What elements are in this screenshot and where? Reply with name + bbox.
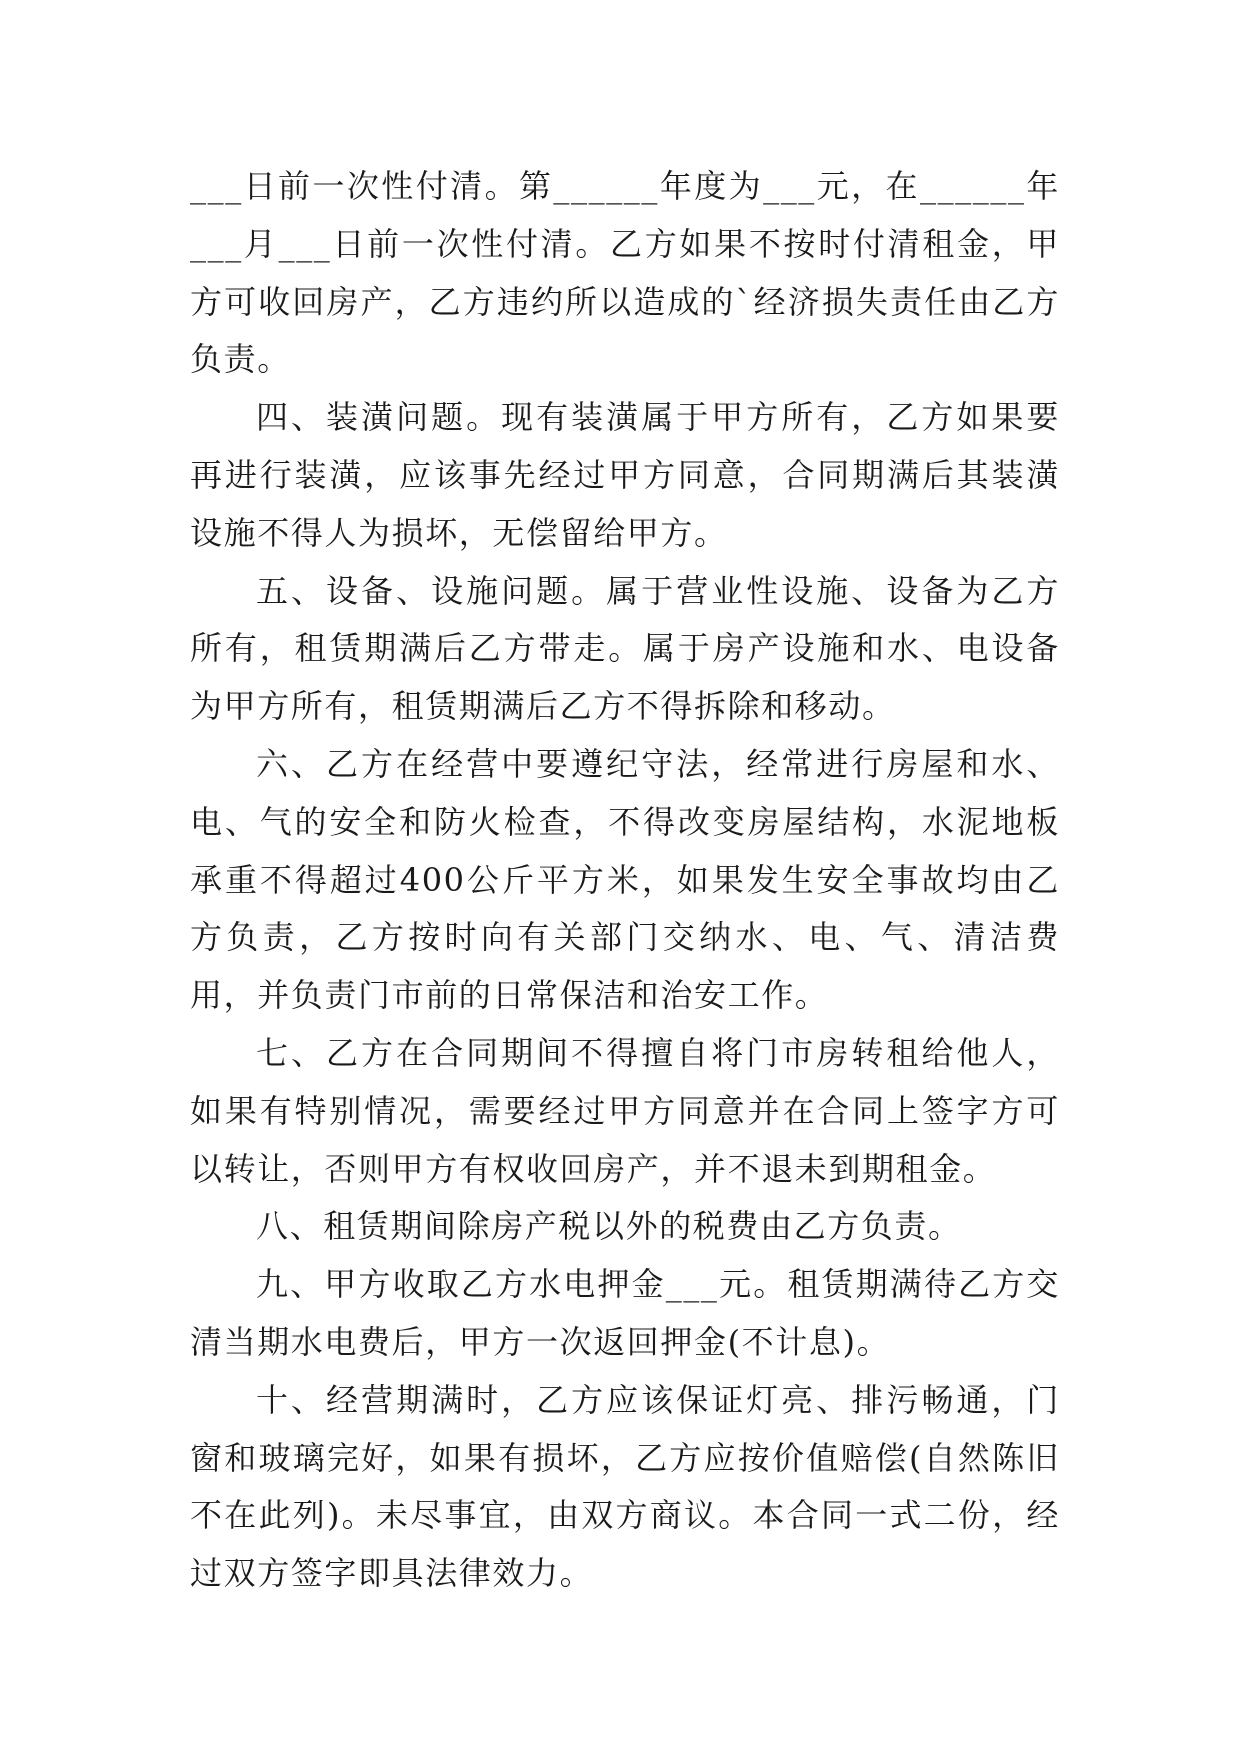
- paragraph-clause-4-decoration: 四、装潢问题。现有装潢属于甲方所有，乙方如果要再进行装潢，应该事先经过甲方同意，合同期满后其装潢设施不得人为损坏，无偿留给甲方。: [190, 398, 1060, 552]
- paragraph-clause-8-taxes: 八、租赁期间除房产税以外的税费由乙方负责。: [256, 1207, 962, 1246]
- paragraph-clause-10-expiry: 十、经营期满时，乙方应该保证灯亮、排污畅通，门窗和玻璃完好，如果有损坏，乙方应按价值赔偿(自然陈旧不在此列)。未尽事宜，由双方商议。本合同一式二份，经过双方签字即具法律效力。: [190, 1380, 1060, 1593]
- paragraph-clause-7-sublease: 七、乙方在合同期间不得擅自将门市房转租给他人，如果有特别情况，需要经过甲方同意并在合同上签字方可以转让，否则甲方有权收回房产，并不退未到期租金。: [190, 1033, 1060, 1188]
- paragraph-clause-9-deposit: 九、甲方收取乙方水电押金___元。租赁期满待乙方交清当期水电费后，甲方一次返回押金(不计息)。: [190, 1265, 1060, 1361]
- contract-text: [190, 158, 1060, 1603]
- paragraph-clause-5-equipment: 五、设备、设施问题。属于营业性设施、设备为乙方所有，租赁期满后乙方带走。属于房产设施和水、电设备为甲方所有，租赁期满后乙方不得拆除和移动。: [190, 571, 1060, 726]
- paragraph-payment-terms: ___日前一次性付清。第______年度为___元，在______年___月___日前一次性付清。乙方如果不按时付清租金，甲方可收回房产，乙方违约所以造成的`经济损失责任由乙方负责。: [190, 167, 1060, 379]
- paragraph-clause-6-safety: 六、乙方在经营中要遵纪守法，经常进行房屋和水、电、气的安全和防火检查，不得改变房屋结构，水泥地板承重不得超过400公斤平方米，如果发生安全事故均由乙方负责，乙方按时向有关部门交纳水、电、气、清洁费用，并负责门市前的日常保洁和治安工作。: [190, 744, 1060, 1015]
